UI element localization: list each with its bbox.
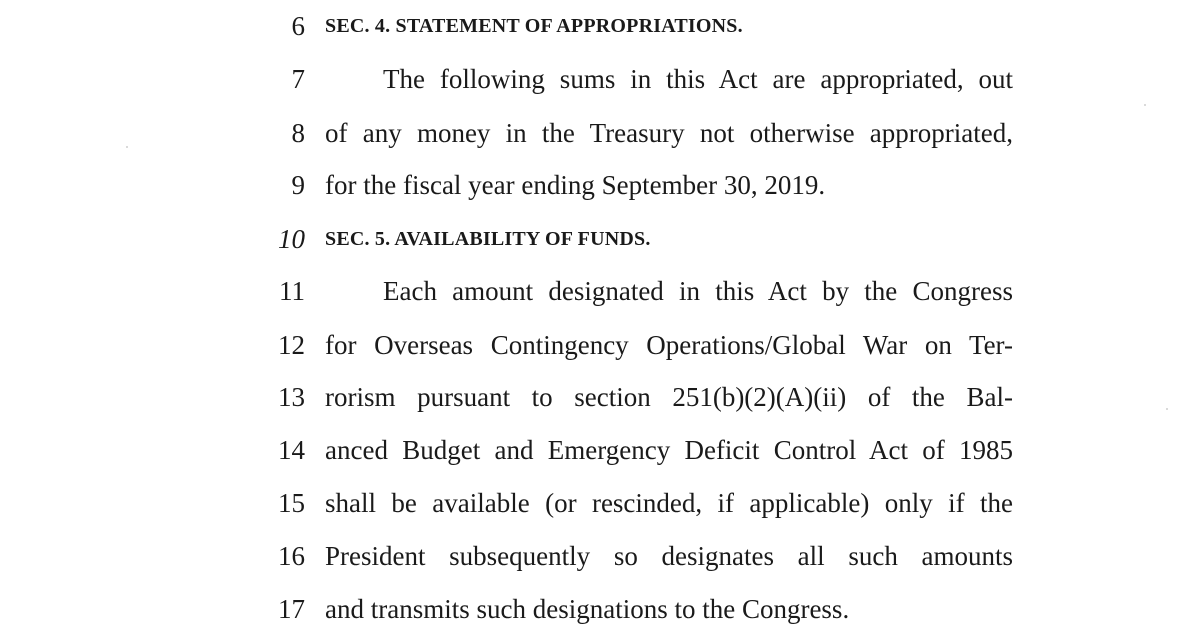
line-number: 10	[278, 224, 305, 254]
document-line	[0, 377, 1200, 417]
line-text: The following sums in this Act are appropriated, out	[383, 64, 1013, 94]
line-number: 11	[279, 276, 305, 306]
document-line	[0, 165, 1200, 205]
line-number: 9	[291, 170, 305, 200]
line-text: and transmits such designations to the Congress.	[325, 594, 850, 624]
document-line	[0, 59, 1200, 99]
line-text: for the fiscal year ending September 30, 2019.	[325, 170, 826, 200]
document-line	[0, 113, 1200, 153]
line-text: Each amount designated in this Act by the Congress	[383, 276, 1013, 306]
document-line	[0, 430, 1200, 470]
line-number: 14	[278, 435, 305, 465]
document-line	[0, 219, 1200, 259]
line-number: 13	[278, 382, 305, 412]
line-number: 12	[278, 330, 305, 360]
line-number: 16	[278, 541, 305, 571]
line-text: shall be available (or rescinded, if applicable) only if the	[325, 488, 1013, 518]
line-number: 7	[291, 64, 305, 94]
document-line	[0, 6, 1200, 46]
document-line	[0, 536, 1200, 576]
line-number: 17	[278, 594, 305, 624]
document-line	[0, 589, 1200, 629]
section-heading: SEC. 5. AVAILABILITY OF FUNDS.	[325, 228, 651, 250]
line-text: President subsequently so designates all such amounts	[325, 541, 1013, 571]
line-number: 15	[278, 488, 305, 518]
scan-speck	[1144, 104, 1146, 106]
line-number: 8	[291, 118, 305, 148]
section-heading: SEC. 4. STATEMENT OF APPROPRIATIONS.	[325, 15, 743, 37]
document-line	[0, 271, 1200, 311]
line-text: anced Budget and Emergency Deficit Control Act of 1985	[325, 435, 1013, 465]
document-line	[0, 483, 1200, 523]
line-text: of any money in the Treasury not otherwise appropriated,	[325, 118, 1013, 148]
document-line	[0, 325, 1200, 365]
line-number: 6	[291, 11, 305, 41]
line-text: for Overseas Contingency Operations/Global War on Ter-	[325, 330, 1013, 360]
scan-speck	[1166, 408, 1168, 410]
line-text: rorism pursuant to section 251(b)(2)(A)(ii) of the Bal-	[325, 382, 1013, 412]
scan-speck	[126, 146, 128, 148]
